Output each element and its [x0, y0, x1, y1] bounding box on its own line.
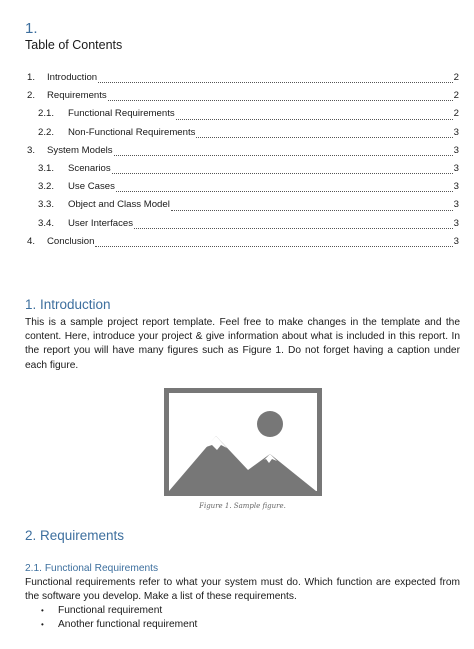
- toc-entry-number: 2.1.: [38, 108, 55, 120]
- toc-entry-label: User Interfaces: [68, 217, 134, 229]
- toc-entry-page: 3: [453, 181, 459, 193]
- toc-entry[interactable]: [25, 178, 460, 196]
- introduction-paragraph: This is a sample project report template. Feel free to make changes in the template and the content. Here, introduce your project & give information about what is included in this report. In the report you will have many figures such as Figure 1. Do not forget having a caption under each figure.: [25, 317, 460, 371]
- toc-dot-leader: [95, 246, 452, 247]
- functional-paragraph: Functional requirements refer to what your system must do. Which function are expected from the software you develop. Make a list of these requirements.: [25, 576, 460, 603]
- toc-entry-label: Conclusion: [47, 235, 95, 247]
- toc-entry[interactable]: [25, 215, 460, 233]
- toc-dot-leader: [196, 137, 452, 138]
- toc-entry[interactable]: [25, 196, 460, 214]
- toc-entry-page: 3: [453, 144, 459, 156]
- toc-dot-leader: [98, 82, 453, 83]
- image-placeholder-icon: [164, 388, 322, 496]
- toc-entry-page: 3: [453, 217, 459, 229]
- toc-dot-leader: [116, 191, 453, 192]
- toc-entry[interactable]: [25, 105, 460, 123]
- requirements-list: [25, 604, 460, 632]
- toc-entry-number: 1.: [27, 72, 36, 83]
- toc-entry-page: 2: [453, 108, 459, 120]
- toc-title: Table of Contents: [25, 38, 123, 52]
- toc-entry[interactable]: [25, 124, 460, 142]
- toc-entry[interactable]: [25, 233, 460, 251]
- toc-entry-label: Scenarios: [68, 163, 111, 175]
- section-title-introduction: 1. Introduction: [25, 297, 111, 313]
- toc-entry[interactable]: [25, 69, 460, 87]
- toc-entry-label: Requirements: [47, 90, 107, 102]
- list-item: • Functional requirement: [41, 604, 460, 618]
- toc-entry-page: 3: [453, 235, 459, 247]
- toc-entry-number: 3.3.: [38, 199, 55, 211]
- toc-entry-label: Use Cases: [68, 181, 115, 193]
- toc-entry-page: 3: [453, 163, 459, 175]
- toc-entry-number: 3.4.: [38, 217, 55, 229]
- toc-entry[interactable]: [25, 160, 460, 178]
- toc-entry-number: 4.: [27, 235, 36, 247]
- toc-entry-number: 3.1.: [38, 163, 55, 175]
- list-item: • Another functional requirement: [41, 618, 460, 632]
- toc-entry-page: 3: [453, 126, 459, 138]
- section-title-requirements: 2. Requirements: [25, 527, 125, 543]
- toc-entry-page: 2: [453, 72, 459, 83]
- toc-entry[interactable]: [25, 142, 460, 160]
- subsection-title-functional: 2.1. Functional Requirements: [25, 562, 159, 574]
- toc-entry-number: 3.2.: [38, 181, 55, 193]
- table-of-contents: [25, 69, 460, 251]
- toc-heading-number: 1.: [25, 20, 38, 37]
- toc-entry-number: 3.: [27, 144, 36, 156]
- toc-dot-leader: [108, 100, 453, 101]
- toc-entry-number: 2.: [27, 90, 36, 102]
- toc-entry-label: Functional Requirements: [68, 108, 175, 120]
- toc-entry-number: 2.2.: [38, 126, 55, 138]
- figure: [25, 388, 460, 510]
- toc-entry[interactable]: [25, 87, 460, 105]
- toc-dot-leader: [176, 119, 453, 120]
- toc-entry-page: 2: [453, 90, 459, 102]
- toc-dot-leader: [114, 155, 453, 156]
- toc-entry-label: Introduction: [47, 72, 98, 83]
- toc-entry-page: 3: [453, 199, 459, 211]
- toc-entry-label: Non-Functional Requirements: [68, 126, 196, 138]
- toc-dot-leader: [112, 173, 453, 174]
- toc-dot-leader: [134, 228, 453, 229]
- toc-entry-label: Object and Class Model: [68, 199, 170, 211]
- figure-caption: Figure 1. Sample figure.: [199, 501, 286, 510]
- toc-dot-leader: [171, 210, 453, 211]
- toc-entry-label: System Models: [47, 144, 113, 156]
